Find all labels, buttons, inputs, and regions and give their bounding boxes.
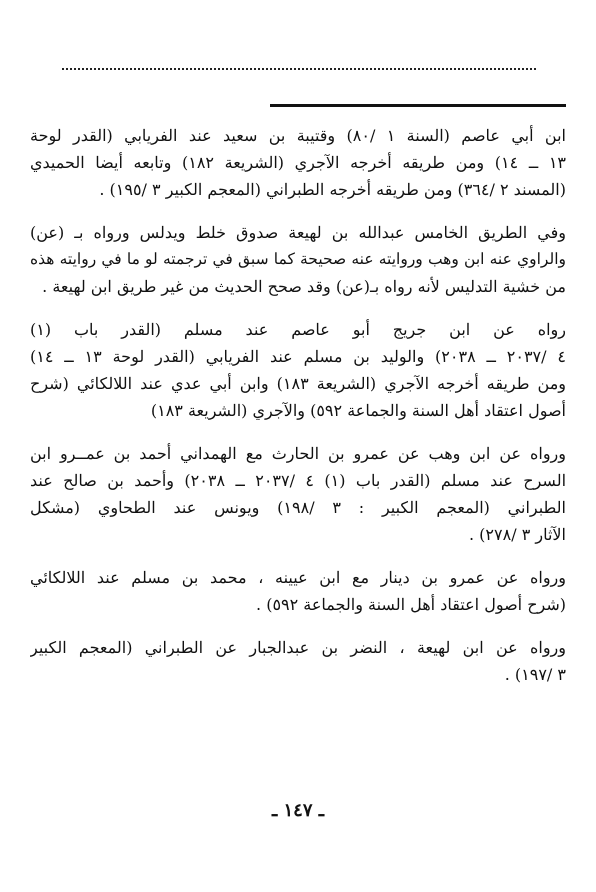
text-line: وفي الطريق الخامس عبدالله بن لهيعة صدوق خلط ويدلس ورواه بـ (عن)	[30, 223, 566, 242]
paragraph-3	[30, 316, 566, 424]
paragraph-5	[30, 564, 566, 618]
text-line: ورواه عن عمرو بن دينار مع ابن عيينه ، محمد بن مسلم عند اللالكائي	[30, 568, 566, 587]
paragraph-6	[30, 634, 566, 688]
text-line: السرح عند مسلم (القدر باب (١) ٤ /٢٠٣٧ ــ ٢٠٣٨) وأحمد بن صالح عند	[30, 471, 566, 490]
text-line: الآثار ٣ /٢٧٨) .	[469, 525, 566, 544]
text-line: ومن طريقه أخرجه الآجري (الشريعة ١٨٣) وابن أبي عدي عند اللالكائي (شرح	[30, 374, 566, 393]
page-body	[30, 122, 566, 704]
text-line: ٤ /٢٠٣٧ ــ ٢٠٣٨) والوليد بن مسلم عند الفريابي (القدر لوحة ١٣ ــ ١٤)	[30, 347, 566, 366]
text-line: ١٣ ــ ١٤) ومن طريقه أخرجه الآجري (الشريعة ١٨٢) وتابعه أيضا الحميدي	[30, 153, 566, 172]
text-line: الطبراني (المعجم الكبير : ٣ /١٩٨) ويونس عند الطحاوي (مشكل	[30, 498, 566, 517]
text-line: (شرح أصول اعتقاد أهل السنة والجماعة ٥٩٢) .	[256, 595, 566, 614]
text-line: ورواه عن ابن وهب عن عمرو بن الحارث مع الهمداني أحمد بن عمــرو ابن	[30, 444, 566, 463]
text-line: ابن أبي عاصم (السنة ١ /٨٠) وقتيبة بن سعيد عند الفريابي (القدر لوحة	[30, 126, 566, 145]
paragraph-4	[30, 440, 566, 548]
text-line: من خشية التدليس لأنه رواه بـ(عن) وقد صحح الحديث من غير طريق ابن لهيعة .	[42, 277, 566, 296]
footnote-rule	[270, 104, 566, 107]
text-line: أصول اعتقاد أهل السنة والجماعة ٥٩٢) والآجري (الشريعة ١٨٣)	[150, 401, 566, 420]
dotted-separator	[62, 68, 536, 70]
text-line: ورواه عن ابن لهيعة ، النضر بن عبدالجبار عن الطبراني (المعجم الكبير	[30, 638, 566, 657]
text-line: رواه عن ابن جريج أبو عاصم عند مسلم (القدر باب (١)	[30, 320, 566, 339]
text-line: (المسند ٢ /٣٦٤) ومن طريقه أخرجه الطبراني (المعجم الكبير ٣ /١٩٥) .	[99, 180, 566, 199]
paragraph-1	[30, 122, 566, 203]
text-line: والراوي عنه ابن وهب وروايته عنه صحيحة كما سبق في ترجمته لو ما في روايته هذه	[30, 250, 566, 268]
page-number: ـ ١٤٧ ـ	[271, 800, 325, 821]
paragraph-2	[30, 219, 566, 300]
text-line: ٣ /١٩٧) .	[504, 665, 566, 684]
